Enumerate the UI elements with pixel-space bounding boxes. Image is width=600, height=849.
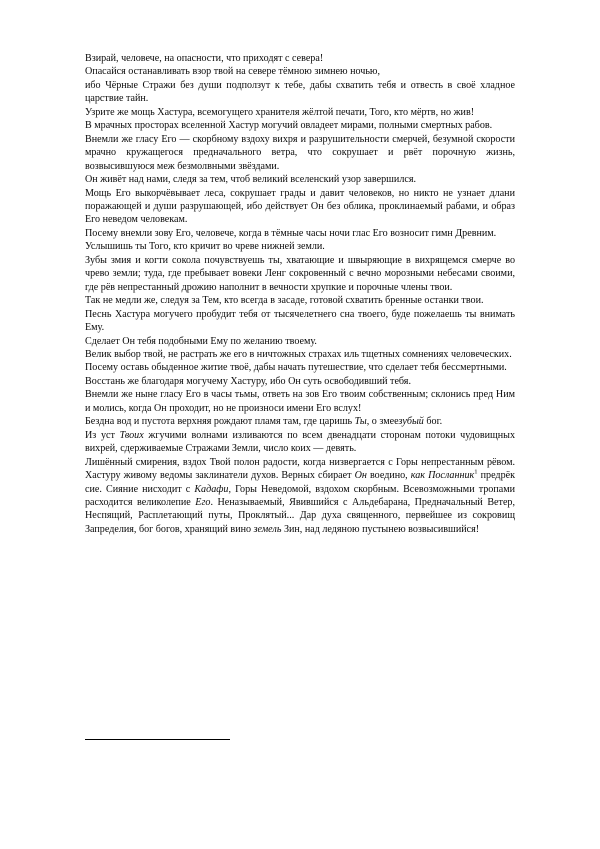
emphasis-text: Твоих [119,429,144,441]
paragraph-final: Лишённый смирения, вздох Твой полон радости, когда низвергается с Горы непрестанным рёвом. Хастуру живому ведомы заклинатели духов. Верных сбирает Он воедино, как Посланник$^1$ предрёк сие. Сияние нисходит с Кадафи, Горы Неведомой, вздохом скорбным. Всевозможными тропами расходится великолепие Его. Неназываемый, Явившийся с Альдебарана, Предначальный Ветер, Неспящий, Расплетающий путы, Проклятый... Дар духа священного, первейшее из сокровищ Запределия, бог богов, хранящий вино земель Зин, над ледяною пустынею возвысившийся! [85,456,516,535]
footnote-separator-rule [85,739,230,740]
paragraph: Услышишь ты Того, кто кричит во чреве нижней земли. [85,241,325,253]
paragraph: Мощь Его выкорчёвывает леса, сокрушает грады и давит человеков, но никто не узнает длани поражающей и души разрушающей, ибо действует Он без облика, проклинаемый рабами, и образ Его неведом человекам. [85,187,515,226]
emphasis-text: как Посланник [410,470,475,482]
paragraph: Так не медли же, следуя за Тем, кто всегда в засаде, готовой схватить бренные останки твои. [85,295,484,307]
paragraph: Посему внемли зову Его, человече, когда в тёмные часы ночи глас Его возносит гимн Древним. [85,227,497,239]
document-body-text [85,52,515,536]
paragraph: Узрите же мощь Хастура, всемогущего хранителя жёлтой печати, Того, кто мёртв, но жив! [85,106,475,118]
paragraph: ибо Чёрные Стражи без души подползут к тебе, дабы схватить тебя и отвесть в своё хладное царствие тайн. [85,79,515,105]
emphasis-text: Его [195,496,211,508]
footnote-reference[interactable]: 1 [474,468,478,476]
paragraph: Взирай, человече, на опасности, что приходят с севера! [85,53,324,64]
paragraph: Внемли же ныне гласу Его в часы тьмы, ответь на зов Его твоим собственным; склонись пред Ним и молись, когда Он проходит, но не произноси имени Его вслух! [85,389,515,414]
paragraph: Сделает Он тебя подобными Ему по желанию твоему. [85,335,317,347]
paragraph: Песнь Хастура могучего пробудит тебя от тысячелетнего сна твоего, буде пожелаешь ты внимать Ему. [85,308,515,334]
paragraph: Бездна вод и пустота верхняя рождают пламя там, где царишь Ты, о змеезубый бог. [85,416,443,428]
paragraph: Опасайся останавливать взор твой на севере тёмною зимнею ночью, [85,66,381,78]
emphasis-text: Ты [354,416,367,428]
paragraph: Восстань же благодаря могучему Хастуру, ибо Он суть освободивший тебя. [85,375,411,387]
paragraph: В мрачных просторах вселенной Хастур могучий овладеет мирами, полными смертных рабов. [85,120,493,132]
paragraph: Зубы змия и когти сокола почувствуешь ты, хватающие и швыряющие в вихрящемся смерче во чрево земли; туда, где пребывает вовеки Ленг сокровенный с вечно морозными небесами своими, где рёв непрестанный дрожию наполнит в вечности хрупкие и порочные члены твои. [85,254,515,293]
paragraph: Из уст Твоих жгучими волнами изливаются по всем двенадцати сторонам потоки чудовищных вихрей, сдерживаемые Стражами Земли, число коих — девять. [85,429,515,455]
paragraph: Внемли же гласу Его — скорбному вздоху вихря и разрушительности смерчей, безумной скорости мрачно кружащегося предначального ветра, что сокрушает и рвёт порочную жизнь, возвысившуюся меж безмолвными звёздами. [85,133,515,172]
emphasis-text: Он [354,470,367,482]
paragraph: Посему оставь обыденное житие твоё, дабы начать путешествие, что сделает тебя бессмертными. [85,362,507,374]
emphasis-text: Кадафи, [194,483,231,495]
emphasis-text: земель [253,523,282,535]
emphasis-text: зубый [398,416,424,428]
paragraph: Он живёт над нами, следя за тем, чтоб великий вселенский узор завершился. [85,174,416,186]
paragraph: Велик выбор твой, не растрать же его в ничтожных страхах иль тщетных сомнениях человеческих. [85,348,512,360]
